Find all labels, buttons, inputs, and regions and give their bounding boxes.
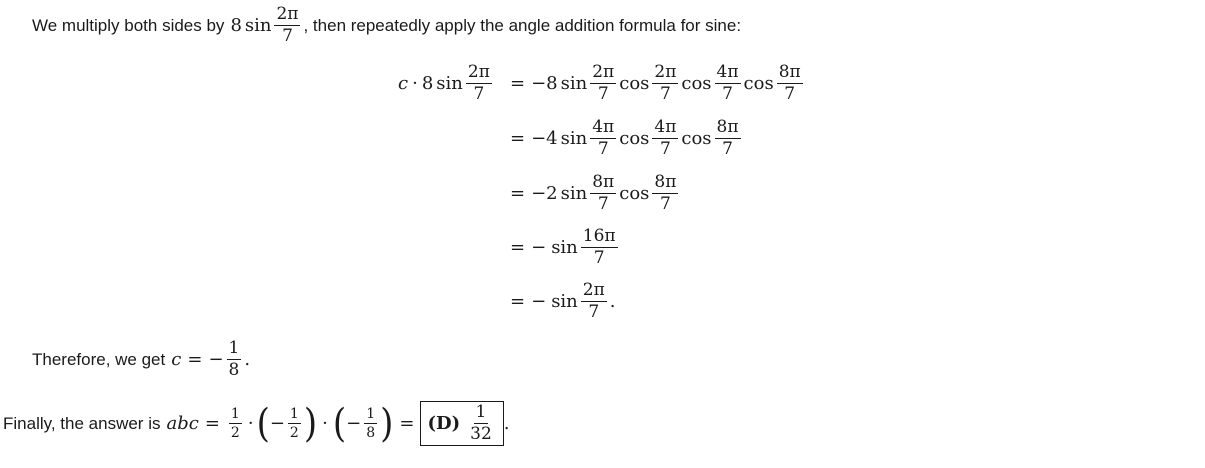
final-f3-num: 1 <box>366 406 376 422</box>
answer-den: 32 <box>470 424 492 444</box>
line2-b-num: 4π <box>654 117 677 137</box>
line1-b-den: 7 <box>659 84 671 104</box>
paren-close-2: ) <box>380 400 394 447</box>
line2-c-den: 7 <box>722 139 733 159</box>
line4-coef: − <box>531 237 547 258</box>
lhs-var: c <box>398 73 409 94</box>
line2-frac-c <box>715 119 741 158</box>
final-f2-den: 2 <box>289 425 299 441</box>
line1-cos-1: cos <box>619 73 650 94</box>
final-prefix: Finally, the answer is <box>3 413 161 433</box>
lhs-num: 2π <box>467 62 490 82</box>
paren-close-1: ) <box>303 400 318 447</box>
equals-sign: = <box>510 128 526 149</box>
line2-sin: sin <box>560 128 588 149</box>
line2-c-num: 8π <box>716 117 739 137</box>
line4-a-den: 7 <box>593 248 605 268</box>
therefore-var: c <box>171 349 182 370</box>
line1-frac-d <box>777 64 803 103</box>
final-dot-2: · <box>322 413 328 434</box>
intro-fraction-den: 7 <box>282 26 293 46</box>
therefore-fraction <box>227 340 242 379</box>
line2-cos-1: cos <box>619 128 650 149</box>
line1-coef: −8 <box>531 73 558 94</box>
equation-line-1 <box>510 64 806 103</box>
line1-d-den: 7 <box>784 84 796 104</box>
line1-frac-b <box>652 64 678 103</box>
line3-a-den: 7 <box>597 194 609 214</box>
lhs-coef: 8 <box>421 73 434 94</box>
lhs-fn: sin <box>436 73 463 94</box>
line4-frac-a <box>581 228 618 267</box>
line2-a-den: 7 <box>597 139 609 159</box>
therefore-eq: = <box>187 349 203 370</box>
paren-open-1: ( <box>256 400 270 447</box>
final-f2-num: 1 <box>289 406 299 422</box>
line3-sin: sin <box>560 183 588 204</box>
equation-line-2 <box>510 119 744 158</box>
line3-a-num: 8π <box>592 172 615 192</box>
line3-cos-1: cos <box>619 183 650 204</box>
line1-b-num: 2π <box>654 62 677 82</box>
line1-cos-3: cos <box>743 73 774 94</box>
equals-sign: = <box>510 183 526 204</box>
line1-a-den: 7 <box>597 84 609 104</box>
therefore-period: . <box>244 349 251 370</box>
therefore-prefix: Therefore, we get <box>32 349 166 369</box>
final-f3-neg: − <box>346 413 362 434</box>
line4-a-num: 16π <box>582 226 616 246</box>
answer-fraction <box>468 404 494 443</box>
final-frac-3 <box>364 407 377 440</box>
final-eq: = <box>204 413 220 434</box>
final-eq-2: = <box>399 413 415 434</box>
intro-prefix: We multiply both sides by <box>32 15 225 35</box>
answer-box <box>420 401 503 446</box>
line2-frac-b <box>652 119 678 158</box>
intro-suffix: , then repeatedly apply the angle addition formula for sine: <box>303 15 742 35</box>
line5-sin: sin <box>551 291 578 312</box>
answer-num: 1 <box>475 402 487 422</box>
equals-sign: = <box>510 291 526 312</box>
final-line <box>3 401 510 446</box>
intro-line <box>32 6 741 45</box>
line3-b-den: 7 <box>659 194 671 214</box>
lhs-den: 7 <box>473 84 485 104</box>
therefore-line <box>32 340 250 379</box>
therefore-num: 1 <box>228 338 240 358</box>
line1-a-num: 2π <box>592 62 615 82</box>
final-frac-1 <box>229 407 242 440</box>
equation-lhs <box>398 64 495 103</box>
line5-coef: − <box>531 291 547 312</box>
line5-frac-a <box>581 282 607 321</box>
final-period: . <box>503 413 510 434</box>
line2-b-den: 7 <box>659 139 671 159</box>
therefore-neg: − <box>208 349 224 370</box>
line4-sin: sin <box>551 237 578 258</box>
line3-b-num: 8π <box>654 172 677 192</box>
line1-d-num: 8π <box>778 62 801 82</box>
line1-c-num: 4π <box>716 62 739 82</box>
therefore-den: 8 <box>228 360 240 380</box>
intro-coef: 8 <box>230 15 242 36</box>
equals-sign: = <box>510 237 526 258</box>
equation-line-5 <box>510 282 616 321</box>
line5-a-num: 2π <box>582 280 605 300</box>
line1-sin: sin <box>560 73 588 94</box>
equation-line-3 <box>510 174 681 213</box>
final-dot-1: · <box>247 413 254 434</box>
final-var: abc <box>166 413 199 434</box>
line3-frac-a <box>590 174 616 213</box>
equation-line-4 <box>510 228 621 267</box>
paren-open-2: ( <box>332 400 347 447</box>
line1-frac-a <box>590 64 616 103</box>
lhs-dot: · <box>412 73 418 94</box>
line1-frac-c <box>715 64 741 103</box>
line2-cos-2: cos <box>681 128 712 149</box>
line2-coef: −4 <box>531 128 558 149</box>
answer-choice: (D) <box>427 413 461 434</box>
intro-fn: sin <box>244 15 272 36</box>
lhs-fraction <box>466 64 492 103</box>
final-f1-den: 2 <box>230 425 240 441</box>
line2-frac-a <box>590 119 616 158</box>
line1-cos-2: cos <box>681 73 712 94</box>
line5-a-den: 7 <box>588 302 600 322</box>
line2-a-num: 4π <box>592 117 615 137</box>
line3-coef: −2 <box>531 183 558 204</box>
line3-frac-b <box>652 174 678 213</box>
final-f2-neg: − <box>269 413 285 434</box>
line1-c-den: 7 <box>722 84 733 104</box>
line5-period: . <box>609 291 616 312</box>
intro-fraction-num: 2π <box>276 4 299 24</box>
final-frac-2 <box>288 407 301 440</box>
equals-sign: = <box>510 73 526 94</box>
intro-fraction <box>274 6 300 45</box>
final-f1-num: 1 <box>230 406 240 422</box>
final-f3-den: 8 <box>366 425 376 441</box>
